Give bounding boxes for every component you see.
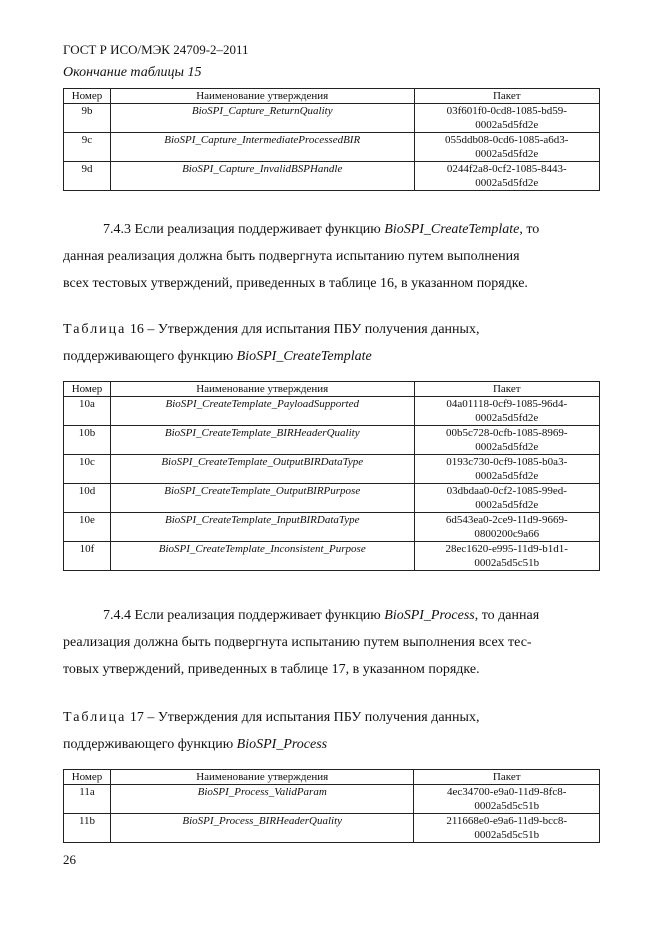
assertion-name: BioSPI_CreateTemplate_Inconsistent_Purpose: [110, 542, 414, 571]
row-number: 9d: [64, 162, 111, 191]
package-id: 0244f2a8-0cf2-1085-8443- 0002a5d5fd2e: [414, 162, 600, 191]
paragraph-7-4-4: [63, 608, 599, 689]
table-15: [63, 88, 600, 191]
row-number: 10f: [64, 542, 111, 571]
assertion-name: BioSPI_Process_BIRHeaderQuality: [110, 814, 413, 843]
assertion-name: BioSPI_CreateTemplate_PayloadSupported: [110, 397, 414, 426]
row-number: 10d: [64, 484, 111, 513]
row-number: 10a: [64, 397, 111, 426]
package-id: 03f601f0-0cd8-1085-bd59- 0002a5d5fd2e: [414, 104, 600, 133]
table-continuation-label: Окончание таблицы 15: [63, 65, 202, 80]
paragraph-line: данная реализация должна быть подвергнута испытанию путем выполнения: [63, 249, 520, 264]
row-number: 11b: [64, 814, 111, 843]
package-id: 6d543ea0-2ce9-11d9-9669- 0800200c9a66: [414, 513, 599, 542]
column-header-number: Номер: [64, 770, 111, 785]
table-row: [64, 104, 600, 133]
table-row: [64, 426, 600, 455]
assertion-name: BioSPI_CreateTemplate_OutputBIRDataType: [110, 455, 414, 484]
function-name: BioSPI_Process: [384, 608, 475, 623]
table-row: [64, 814, 600, 843]
paragraph-line: 7.4.4 Если реализация поддерживает функцию BioSPI_Process, то данная: [103, 608, 540, 623]
table-17-caption: Таблица 17 – Утверждения для испытания ПБУ получения данных, поддерживающего функцию BioSPI_Process: [63, 710, 480, 752]
paragraph-7-4-3: [63, 222, 599, 303]
package-id: 00b5c728-0cfb-1085-8969- 0002a5d5fd2e: [414, 426, 599, 455]
table-row: [64, 133, 600, 162]
assertion-name: BioSPI_CreateTemplate_BIRHeaderQuality: [110, 426, 414, 455]
paragraph-line: реализация должна быть подвергнута испытанию путем выполнения всех тес-: [63, 635, 532, 650]
document-header: ГОСТ Р ИСО/МЭК 24709-2–2011: [63, 42, 249, 57]
table-17: [63, 769, 600, 843]
function-name: BioSPI_Process: [236, 737, 328, 752]
row-number: 9b: [64, 104, 111, 133]
row-number: 9c: [64, 133, 111, 162]
table-row: [64, 785, 600, 814]
column-header-name: Наименование утверждения: [110, 89, 414, 104]
column-header-package: Пакет: [414, 770, 600, 785]
paragraph-line: товых утверждений, приведенных в таблице 17, в указанном порядке.: [63, 662, 480, 677]
table-16: [63, 381, 600, 571]
paragraph-line: всех тестовых утверждений, приведенных в таблице 16, в указанном порядке.: [63, 276, 528, 291]
assertion-name: BioSPI_CreateTemplate_OutputBIRPurpose: [110, 484, 414, 513]
package-id: 0193c730-0cf9-1085-b0a3- 0002a5d5fd2e: [414, 455, 599, 484]
column-header-package: Пакет: [414, 382, 599, 397]
table-row: [64, 542, 600, 571]
table-row: [64, 162, 600, 191]
column-header-package: Пакет: [414, 89, 600, 104]
package-id: 055ddb08-0cd6-1085-a6d3- 0002a5d5fd2e: [414, 133, 600, 162]
caption-label: Таблица: [63, 710, 127, 725]
package-id: 4ec34700-e9a0-11d9-8fc8- 0002a5d5c51b: [414, 785, 600, 814]
table-row: [64, 455, 600, 484]
column-header-name: Наименование утверждения: [110, 770, 413, 785]
row-number: 10b: [64, 426, 111, 455]
function-name: BioSPI_CreateTemplate: [384, 222, 520, 237]
caption-label: Таблица: [63, 322, 127, 337]
table-row: [64, 484, 600, 513]
package-id: 04a01118-0cf9-1085-96d4- 0002a5d5fd2e: [414, 397, 599, 426]
package-id: 03dbdaa0-0cf2-1085-99ed- 0002a5d5fd2e: [414, 484, 599, 513]
package-id: 28ec1620-e995-11d9-b1d1- 0002a5d5c51b: [414, 542, 599, 571]
table-row: [64, 513, 600, 542]
column-header-number: Номер: [64, 89, 111, 104]
table-16-caption: Таблица 16 – Утверждения для испытания ПБУ получения данных, поддерживающего функцию BioSPI_CreateTemplate: [63, 322, 480, 364]
column-header-name: Наименование утверждения: [110, 382, 414, 397]
assertion-name: BioSPI_Capture_InvalidBSPHandle: [110, 162, 414, 191]
assertion-name: BioSPI_Process_ValidParam: [110, 785, 413, 814]
paragraph-line: 7.4.3 Если реализация поддерживает функцию BioSPI_CreateTemplate, то: [103, 222, 540, 237]
row-number: 10e: [64, 513, 111, 542]
row-number: 11a: [64, 785, 111, 814]
package-id: 211668e0-e9a6-11d9-bcc8- 0002a5d5c51b: [414, 814, 600, 843]
assertion-name: BioSPI_Capture_ReturnQuality: [110, 104, 414, 133]
row-number: 10c: [64, 455, 111, 484]
page-number: 26: [63, 852, 76, 867]
table-row: [64, 397, 600, 426]
assertion-name: BioSPI_CreateTemplate_InputBIRDataType: [110, 513, 414, 542]
column-header-number: Номер: [64, 382, 111, 397]
assertion-name: BioSPI_Capture_IntermediateProcessedBIR: [110, 133, 414, 162]
function-name: BioSPI_CreateTemplate: [236, 349, 372, 364]
